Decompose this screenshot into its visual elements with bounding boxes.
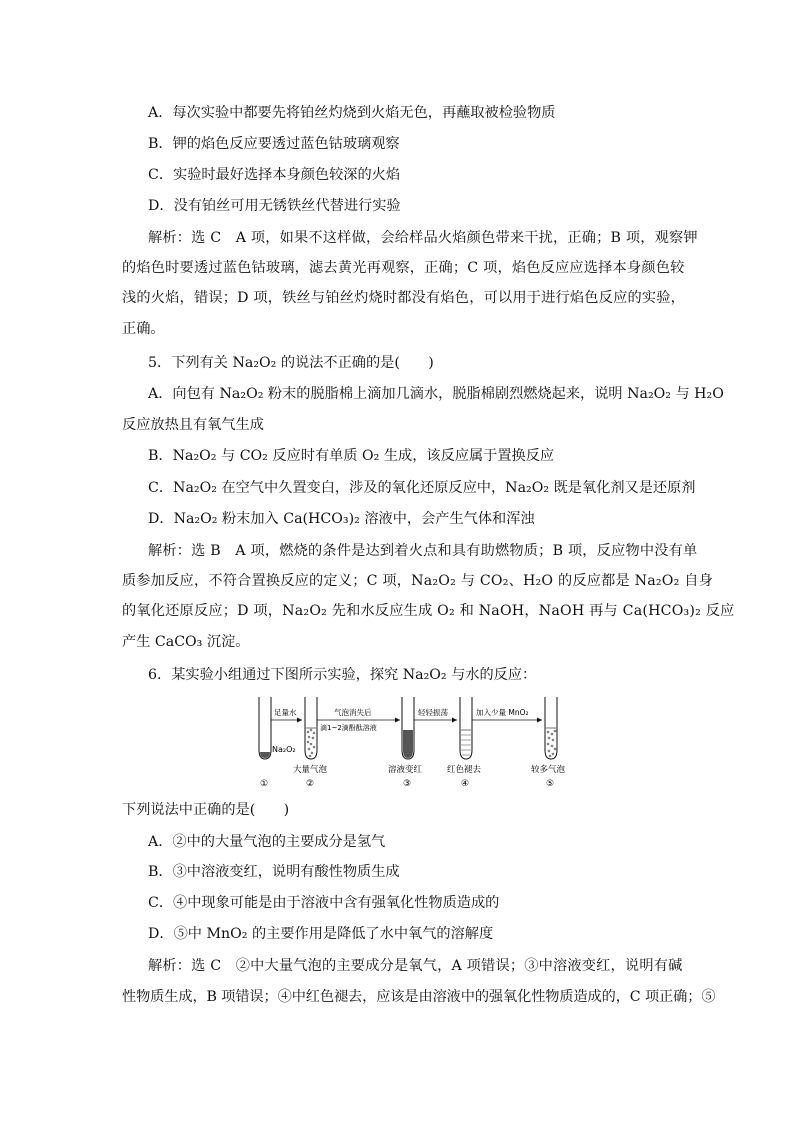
q5-stem: 5．下列有关 Na₂O₂ 的说法不正确的是( ) — [148, 355, 434, 371]
q4-option-c: C．实验时最好选择本身颜色较深的火焰 — [148, 167, 401, 183]
q6-option-d: D．⑤中 MnO₂ 的主要作用是降低了水中氧气的溶解度 — [148, 926, 494, 942]
tube-number-2: ② — [306, 779, 315, 789]
arrow-2 — [317, 707, 400, 732]
q6-analysis-line-1: 解析：选 C ②中大量气泡的主要成分是氧气，A 项错误；③中溶液变红，说明有碱 — [148, 958, 683, 974]
q6-option-b: B．③中溶液变红，说明有酸性物质生成 — [148, 864, 400, 880]
step-3-label: 轻轻振荡 — [418, 708, 448, 717]
arrow-4 — [472, 707, 542, 723]
test-tube-2 — [305, 697, 317, 759]
caption-tube-3: 溶液变红 — [388, 765, 423, 775]
step-2-label-b: 滴1~2滴酚酞溶液 — [320, 724, 377, 732]
q5-analysis-line-3: 的氧化还原反应；D 项，Na₂O₂ 先和水反应生成 O₂ 和 NaOH，NaOH 再与 Ca(HCO₃)₂ 反应 — [122, 603, 735, 619]
q6-stem: 6．某实验小组通过下图所示实验，探究 Na₂O₂ 与水的反应： — [148, 667, 537, 683]
tube-number-4: ④ — [461, 779, 470, 789]
arrow-1 — [271, 707, 302, 723]
caption-tube-5: 较多气泡 — [531, 765, 566, 775]
experiment-figure — [250, 692, 570, 790]
q4-analysis-line-1: 解析：选 C A 项，如果不这样做，会给样品火焰颜色带来干扰，正确；B 项，观察钾 — [148, 230, 698, 246]
test-tube-3 — [402, 697, 414, 759]
tube-number-5: ⑤ — [546, 779, 555, 789]
q4-option-a: A．每次实验中都要先将铂丝灼烧到火焰无色，再蘸取被检验物质 — [148, 105, 556, 121]
q4-analysis-line-4: 正确。 — [122, 321, 165, 337]
q5-analysis-line-1: 解析：选 B A 项，燃烧的条件是达到着火点和具有助燃物质；B 项，反应物中没有单 — [148, 543, 698, 559]
q5-analysis-line-2: 质参加反应，不符合置换反应的定义；C 项，Na₂O₂ 与 CO₂、H₂O 的反应都是 Na₂O₂ 自身 — [122, 573, 713, 589]
q5-analysis-line-4: 产生 CaCO₃ 沉淀。 — [122, 634, 250, 650]
q5-option-a-cont: 反应放热且有氧气生成 — [122, 417, 264, 433]
tube-number-3: ③ — [403, 779, 412, 789]
test-tube-4 — [460, 697, 472, 759]
q4-analysis-line-2: 的焰色时要透过蓝色钴玻璃，滤去黄光再观察，正确；C 项，焰色反应应选择本身颜色较 — [122, 260, 685, 276]
q6-question: 下列说法中正确的是( ) — [122, 802, 290, 818]
caption-tube-4: 红色褪去 — [447, 765, 482, 775]
q5-option-b: B．Na₂O₂ 与 CO₂ 反应时有单质 O₂ 生成，该反应属于置换反应 — [148, 448, 555, 464]
test-tube-5 — [545, 697, 557, 759]
test-tube-1 — [259, 697, 296, 759]
q5-option-a: A．向包有 Na₂O₂ 粉末的脱脂棉上滴加几滴水，脱脂棉剧烈燃烧起来，说明 Na₂O₂ 与 H₂O — [148, 386, 724, 402]
experiment-diagram — [250, 692, 570, 790]
q5-option-d: D．Na₂O₂ 粉末加入 Ca(HCO₃)₂ 溶液中，会产生气体和浑浊 — [148, 511, 535, 527]
step-4-label: 加入少量 MnO₂ — [476, 708, 529, 717]
tube-number-1: ① — [260, 779, 269, 789]
q6-analysis-line-2: 性物质生成，B 项错误；④中红色褪去，应该是由溶液中的强氧化性物质造成的，C 项正确；⑤ — [122, 989, 716, 1005]
q4-option-b: B．钾的焰色反应要透过蓝色钴玻璃观察 — [148, 136, 400, 152]
step-1-label: 足量水 — [274, 708, 297, 717]
step-2-label-a: 气泡消失后 — [334, 708, 372, 717]
q4-option-d: D．没有铂丝可用无锈铁丝代替进行实验 — [148, 198, 401, 214]
arrow-3 — [414, 707, 457, 723]
q6-option-a: A．②中的大量气泡的主要成分是氢气 — [148, 834, 386, 850]
caption-tube-2: 大量气泡 — [293, 765, 328, 775]
q5-option-c: C．Na₂O₂ 在空气中久置变白，涉及的氧化还原反应中，Na₂O₂ 既是氧化剂又是还原剂 — [148, 480, 696, 496]
q4-analysis-line-3: 浅的火焰，错误；D 项，铁丝与铂丝灼烧时都没有焰色，可以用于进行焰色反应的实验， — [122, 290, 686, 306]
reagent-label: Na₂O₂ — [272, 745, 296, 754]
q6-option-c: C．④中现象可能是由于溶液中含有强氧化性物质造成的 — [148, 895, 500, 911]
